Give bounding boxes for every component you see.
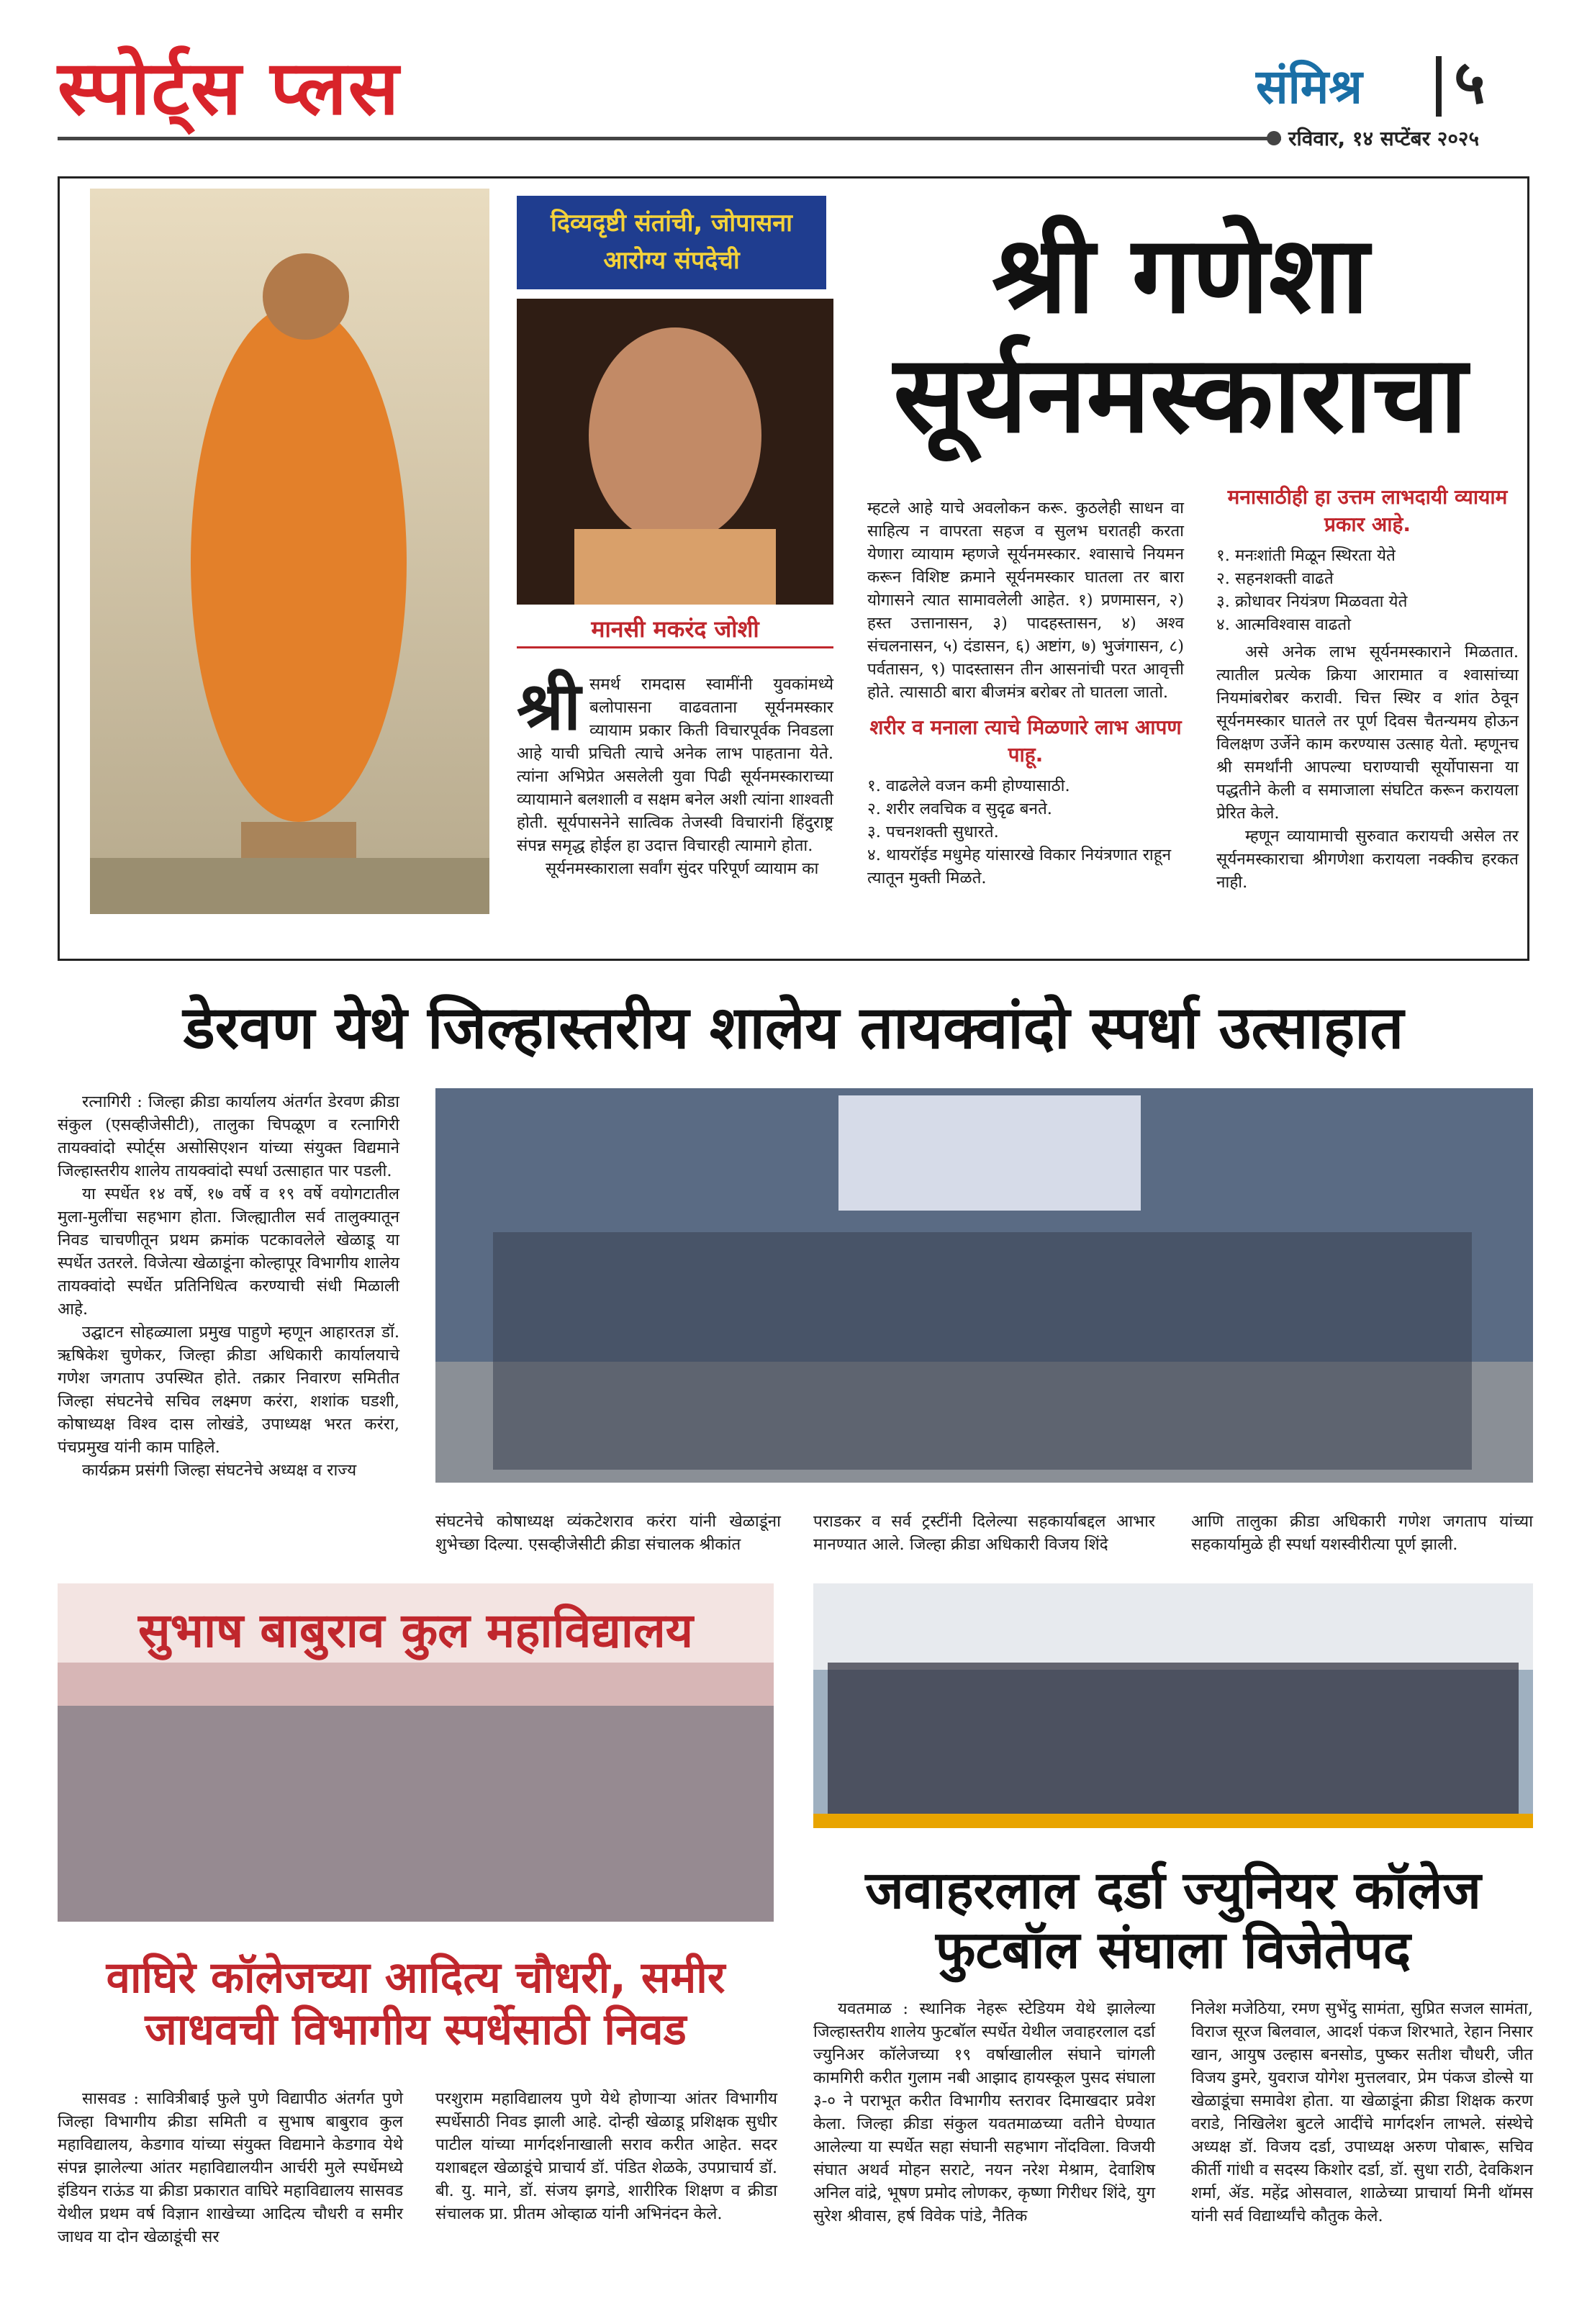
author-photo: [517, 299, 833, 605]
list-item: ३. क्रोधावर नियंत्रण मिळवता येते: [1216, 592, 1408, 611]
feature-col1-text: समर्थ रामदास स्वामींनी युवकांमध्ये बलोपासना वाढवताना सूर्यनमस्कार व्यायाम प्रकार किती विचारपूर्वक निवडला आहे याची प्रचिती त्याचे अनेक लाभ पाहताना येते. त्यांना अभिप्रेत असलेली युवा पिढी सूर्यनमस्काराच्या व्यायामाने बलशाली व सक्षम बनेल अशी त्यांना शाश्वती होती. सूर्यपासनेने सात्विक तेजस्वी विचारांनी हिंदुराष्ट्र संपन्न समृद्ध होईल हा उदात्त विचारही त्यामागे होता.: [517, 675, 833, 855]
masthead: स्पोर्ट्स प्लस: [58, 44, 401, 132]
article2-col1-p1: रत्नागिरी : जिल्हा क्रीडा कार्यालय अंतर्गत डेरवण क्रीडा संकुल (एसव्हीजेसीटी), तालुका चिपळूण व रत्नागिरी तायक्वांदो स्पोर्ट्स असोसिएशन यांच्या संयुक्त विद्यमाने जिल्हास्तरीय शालेय तायक्वांदो स्पर्धा उत्साहात पार पडली.: [58, 1093, 399, 1180]
feature-col2-text: म्हटले आहे याचे अवलोकन करू. कुठलेही साधन वा साहित्य न वापरता सहज व सुलभ घरातही करता येणारा व्यायाम म्हणजे सूर्यनमस्कार. श्वासाचे नियमन करून विशिष्ट क्रमाने सूर्यनमस्कार घातला तर बारा योगासने त्यात सामावलेली आहेत. १) प्रणमासन, २) हस्त उत्तानासन, ३) पादहस्तासन, ४) अश्व संचलनासन, ५) दंडासन, ६) अष्टांग, ७) भुजंगासन, ८) पर्वतासन, ९) पादस्तासन तीन आसनांची परत आवृत्ती होते. त्यासाठी बारा बीजमंत्र बरोबर तो घातला जातो.: [867, 499, 1184, 702]
article2-headline: डेरवण येथे जिल्हास्तरीय शालेय तायक्वांदो स्पर्धा उत्साहात: [183, 994, 1404, 1062]
article2-col1: [58, 1090, 399, 1482]
feature-title-line2: सूर्यनमस्काराचा: [893, 332, 1468, 456]
article2-col2: संघटनेचे कोषाध्यक्ष व्यंकटेशराव करंरा यांनी खेळाडूंना शुभेच्छा दिल्या. एसव्हीजेसीटी क्रीडा संचालक श्रीकांत: [435, 1512, 781, 1554]
article2-col1-p2: या स्पर्धेत १४ वर्षे, १७ वर्षे व १९ वर्षे वयोगटातील मुला-मुलींचा सहभाग होता. जिल्ह्यातील सर्व तालुक्यातून निवड चाचणीतून प्रथम क्रमांक पटकावलेले खेळाडू या स्पर्धेत उतरले. विजेत्या खेळाडूंना कोल्हापूर विभागीय शालेय तायक्वांदो स्पर्धेत प्रतिनिधित्व करण्याची संधी मिळाली आहे.: [58, 1185, 399, 1319]
feature-col3: [1216, 484, 1519, 894]
article3-col2: परशुराम महाविद्यालय पुणे येथे होणाऱ्या आंतर विभागीय स्पर्धेसाठी निवड झाली आहे. दोन्ही खेळाडू प्रशिक्षक सुधीर पाटील यांच्या मार्गदर्शनाखाली सराव करीत आहेत. सदर यशाबद्दल खेळाडूंचे प्राचार्य डॉ. पंडित शेळके, उपप्राचार्य डॉ. बी. यु. माने, डॉ. संजय झगडे, शारीरिक शिक्षण व क्रीडा संचालक प्रा. प्रीतम ओव्हाळ यांनी अभिनंदन केले.: [435, 2089, 777, 2223]
feature-col1: [517, 667, 833, 880]
article3-headline-line2: जाधवची विभागीय स्पर्धेसाठी निवड: [145, 2004, 687, 2055]
section-title: संमिश्र: [1256, 59, 1362, 114]
feature-title-line1: श्री गणेशा: [992, 213, 1369, 337]
header-rule: [58, 137, 1281, 140]
page-number: ५: [1454, 47, 1486, 117]
feature-col3-text: असे अनेक लाभ सूर्यनमस्काराने मिळतात. त्यातील प्रत्येक क्रिया आरामात व श्वासांच्या नियमांबरोबर करावी. चित्त स्थिर व शांत ठेवून सूर्यनमस्कार घातले तर पूर्ण दिवस चैतन्यमय होऊन विलक्षण उर्जेने काम करण्यास उत्साह येतो. म्हणूनच श्री समर्थांनी आपल्या घराण्याची सूर्योपासना या पद्धतीने केली व समाजाला संघटित करून करायला प्रेरित केले.: [1216, 643, 1519, 823]
article4-headline: [813, 1860, 1533, 1980]
football-team-photo: [813, 1583, 1533, 1828]
list-item: १. वाढलेले वजन कमी होण्यासाठी.: [867, 777, 1070, 795]
list-item: ४. आत्मविश्वास वाढतो: [1216, 615, 1352, 634]
banner-text: सुभाष बाबुराव कुल महाविद्यालय: [138, 1603, 693, 1658]
feature-col1-text2: सूर्यनमस्काराला सर्वांग सुंदर परिपूर्ण व्यायाम का: [546, 859, 819, 878]
archery-photo: [58, 1583, 774, 1922]
article3-headline: [58, 1952, 774, 2056]
list-item: ४. थायरॉईड मधुमेह यांसारखे विकार नियंत्रणात राहून त्यातून मुक्ती मिळते.: [867, 846, 1172, 887]
article2-col4: आणि तालुका क्रीडा अधिकारी गणेश जगताप यांच्या सहकार्यामुळे ही स्पर्धा यशस्वीरीत्या पूर्ण झाली.: [1191, 1512, 1533, 1554]
taekwondo-group-photo: [435, 1088, 1533, 1483]
article2-col3: पराडकर व सर्व ट्रस्टींनी दिलेल्या सहकार्याबद्दल आभार मानण्यात आले. जिल्हा क्रीडा अधिकारी विजय शिंदे: [813, 1512, 1155, 1554]
dropcap: श्री: [517, 667, 581, 745]
header-rule-end: [1267, 131, 1281, 145]
list-item: २. सहनशक्ती वाढते: [1216, 569, 1334, 588]
saint-illustration: [90, 189, 489, 914]
article4-col1: यवतमाळ : स्थानिक नेहरू स्टेडियम येथे झालेल्या जिल्हास्तरीय शालेय फुटबॉल स्पर्धेत येथील जवाहरलाल दर्डा ज्युनिअर कॉलेजच्या १९ वर्षाखालील संघाने चांगली कामगिरी करीत गुलाम नबी आझाद हायस्कूल पुसद संघाला ३-० ने पराभूत करीत विभागीय स्तरावर दिमाखदार प्रवेश केला. जिल्हा क्रीडा संकुल यवतमाळच्या वतीने घेण्यात आलेल्या या स्पर्धेत सहा संघानी सहभाग नोंदविला. विजयी संघात अथर्व मोहन सराटे, नयन नरेश मेश्राम, देवाशिष अनिल वांद्रे, भूषण प्रमोद लोणकर, कृष्णा गिरीधर शिंदे, युग सुरेश श्रीवास, हर्ष विवेक पांडे, नैतिक: [813, 1999, 1155, 2225]
divider: [1436, 56, 1442, 117]
article4-headline-line2: फुटबॉल संघाला विजेतेपद: [935, 1919, 1411, 1980]
article2-col1-p3: उद्घाटन सोहळ्याला प्रमुख पाहुणे म्हणून आहारतज्ञ डॉ. ऋषिकेश चुणेकर, जिल्हा क्रीडा अधिकारी कार्यालयाचे गणेश जगताप उपस्थित होते. तक्रार निवारण समितीत जिल्हा संघटनेचे सचिव लक्ष्मण करंरा, शशांक घडशी, कोषाध्यक्ष विश्व दास लोखंडे, उपाध्यक्ष भरत करंरा, पंचप्रमुख यांनी काम पाहिले.: [58, 1323, 399, 1457]
article4-headline-line1: जवाहरलाल दर्डा ज्युनियर कॉलेज: [865, 1860, 1481, 1920]
list-item: २. शरीर लवचिक व सुदृढ बनते.: [867, 800, 1052, 818]
article3-col1: सासवड : सावित्रीबाई फुले पुणे विद्यापीठ अंतर्गत पुणे जिल्हा विभागीय क्रीडा समिती व सुभाष बाबुराव कुल महाविद्यालय, केडगाव यांच्या संयुक्त विद्यमाने केडगाव येथे संपन्न झालेल्या आंतर महाविद्यालयीन आर्चरी मुले स्पर्धेमध्ये इंडियन राऊंड या क्रीडा प्रकारात वाघिरे महाविद्यालय सासवड येथील प्रथम वर्ष विज्ञान शाखेच्या आदित्य चौधरी व समीर जाधव या दोन खेळाडूंची सर: [58, 2089, 403, 2246]
list-item: १. मनःशांती मिळून स्थिरता येते: [1216, 546, 1396, 565]
article3-headline-line1: वाघिरे कॉलेजच्या आदित्य चौधरी, समीर: [106, 1953, 725, 2003]
article2-col1-p4: कार्यक्रम प्रसंगी जिल्हा संघटनेचे अध्यक्ष व राज्य: [82, 1461, 357, 1480]
feature-col2: [867, 497, 1184, 890]
feature-col2-heading: शरीर व मनाला त्याचे मिळणारे लाभ आपण पाहू.: [869, 715, 1182, 767]
feature-title: [842, 213, 1519, 456]
feature-col3-heading: मनासाठीही हा उत्तम लाभदायी व्यायाम प्रकार आहे.: [1227, 485, 1508, 536]
feature-col3-text2: म्हणून व्यायामाची सुरुवात करायची असेल तर सूर्यनमस्काराचा श्रीगणेशा करायला नक्कीच हरकत नाही.: [1216, 827, 1519, 892]
list-item: ३. पचनशक्ती सुधारते.: [867, 823, 999, 841]
author-rule: [517, 646, 833, 648]
issue-date: रविवार, १४ सप्टेंबर २०२५: [1288, 127, 1480, 150]
author-name: मानसी मकरंद जोशी: [591, 615, 759, 643]
article4-col2: निलेश मजेठिया, रमण सुभेंदु सामंता, सुप्रित सजल सामंता, विराज सूरज बिलवाल, आदर्श पंकज शिरभाते, रेहान निसार खान, आयुष उल्हास बनसोड, पुष्कर सतीश चौधरी, जीत विजय डुमरे, युवराज योगेश मुत्तलवार, प्रेम पंकज डोल्से या खेळाडूंचा समावेश होता. या खेळाडूंना क्रीडा शिक्षक करण वराडे, निखिलेश बुटले आदींचे मार्गदर्शन लाभले. संस्थेचे अध्यक्ष डॉ. विजय दर्डा, उपाध्यक्ष अरुण पोबारू, सचिव कीर्ती गांधी व सदस्य किशोर दर्डा, डॉ. सुधा राठी, देवकिशन शर्मा, ॲड. महेंद्र ओसवाल, शाळेच्या प्राचार्या मिनी थॉमस यांनी सर्व विद्यार्थ्यांचे कौतुक केले.: [1191, 1999, 1533, 2225]
feature-tagline: दिव्यदृष्टी संतांची, जोपासना आरोग्य संपदेची: [517, 196, 826, 289]
